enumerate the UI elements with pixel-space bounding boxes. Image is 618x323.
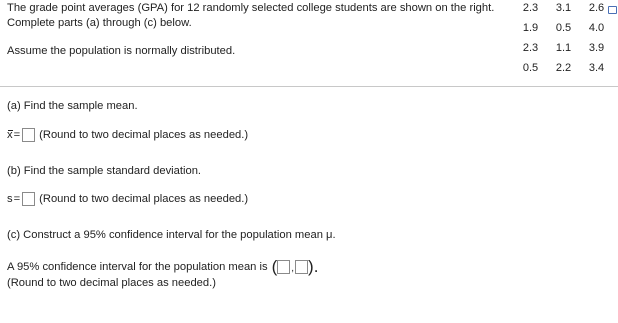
table-row [514,62,613,82]
equals-sign: = [13,129,21,141]
table-cell: 0.5 [555,22,572,34]
table-cell: 3.4 [588,62,605,74]
table-cell: 2.2 [555,62,572,74]
sample-std-dev-input[interactable] [22,192,35,206]
equals-sign: = [13,193,21,205]
table-cell: 3.1 [555,2,572,14]
section-divider [0,86,618,87]
rounding-hint: (Round to two decimal places as needed.) [39,193,249,205]
table-cell: 2.3 [522,2,539,14]
confidence-interval-row [7,257,319,276]
gpa-data-table [514,2,613,82]
part-b-answer-row [7,192,248,206]
table-cell: 1.9 [522,22,539,34]
table-row [514,2,613,22]
ci-statement: A 95% confidence interval for the population mean is [7,261,268,273]
table-cell: 1.1 [555,42,572,54]
rounding-hint: (Round to two decimal places as needed.) [7,277,216,289]
table-cell: 4.0 [588,22,605,34]
table-row [514,42,613,62]
ci-separator: , [291,263,295,274]
ci-lower-input[interactable] [277,260,290,274]
part-a-answer-row [7,128,248,142]
close-paren: ). [308,257,319,276]
part-a-question: (a) Find the sample mean. [7,100,138,112]
s-symbol: s [7,193,13,205]
rounding-hint: (Round to two decimal places as needed.) [39,129,249,141]
assumption-text: Assume the population is normally distributed. [7,45,236,57]
open-paren: ( [271,257,278,276]
part-c-question: (c) Construct a 95% confidence interval for the population mean μ. [7,229,336,241]
data-table-icon[interactable] [608,6,617,14]
problem-prompt: The grade point averages (GPA) for 12 randomly selected college students are shown on the right. Complete parts (a) through (c) below. [7,2,495,29]
sample-mean-input[interactable] [22,128,35,142]
x-bar-symbol: x [7,129,13,141]
table-row [514,22,613,42]
part-b-question: (b) Find the sample standard deviation. [7,165,202,177]
table-cell: 2.3 [522,42,539,54]
table-cell: 0.5 [522,62,539,74]
table-cell: 2.6 [588,2,605,14]
table-cell: 3.9 [588,42,605,54]
ci-upper-input[interactable] [295,260,308,274]
